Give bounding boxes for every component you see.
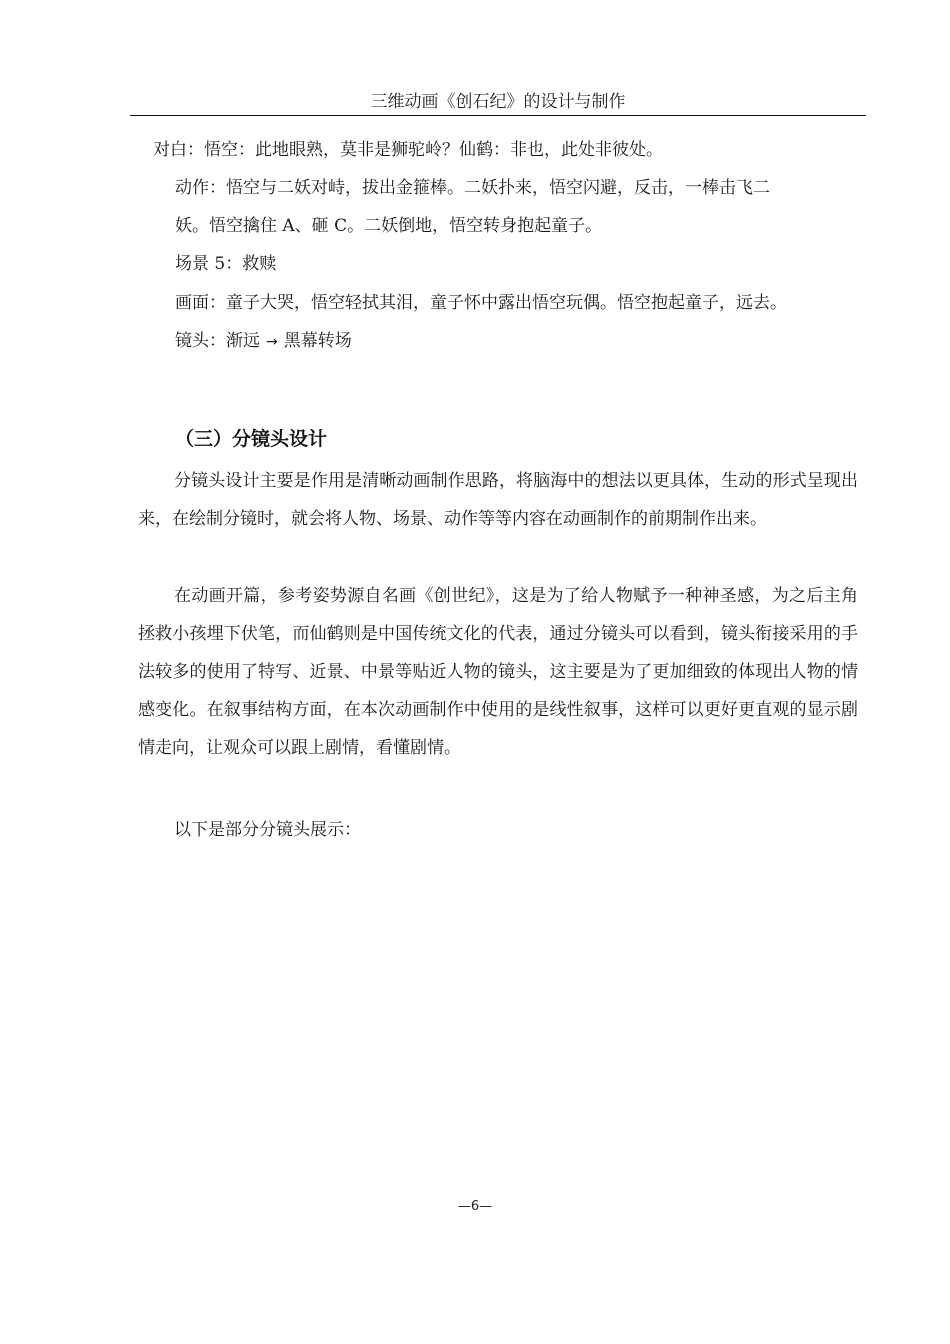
page-number: —6— bbox=[457, 1199, 493, 1214]
script-picture: 画面：童子大哭，悟空轻拭其泪，童子怀中露出悟空玩偶。悟空抱起童子，远去。 bbox=[175, 293, 787, 313]
paragraph-intro: 分镜头设计主要是作用是清晰动画制作思路，将脑海中的想法以更具体，生动的形式呈现出来，在绘制分镜时，就会将人物、场景、动作等等内容在动画制作的前期制作出来。 bbox=[138, 471, 858, 529]
paragraph-opening: 在动画开篇，参考姿势源自名画《创世纪》，这是为了给人物赋予一种神圣感，为之后主角拯救小孩埋下伏笔，而仙鹤则是中国传统文化的代表，通过分镜头可以看到，镜头衔接采用的手法较多的使用了特写、近景、中景等贴近人物的镜头，这主要是为了更加细致的体现出人物的情感变化。在叙事结构方面，在本次动画制作中使用的是线性叙事，这样可以更好更直观的显示剧情走向，让观众可以跟上剧情，看懂剧情。 bbox=[138, 586, 858, 758]
header-divider bbox=[130, 115, 866, 116]
paragraph-showcase: 以下是部分分镜头展示： bbox=[174, 820, 361, 840]
shot-label: 镜头：渐远 bbox=[175, 331, 260, 351]
script-scene: 场景 5：救赎 bbox=[175, 254, 277, 274]
arrow-right-icon: → bbox=[266, 334, 278, 350]
shot-end: 黑幕转场 bbox=[283, 331, 352, 351]
section-title: （三）分镜头设计 bbox=[175, 428, 328, 450]
script-dialogue: 对白：悟空：此地眼熟，莫非是狮驼岭？仙鹤：非也，此处非彼处。 bbox=[153, 140, 663, 160]
script-shot bbox=[175, 329, 352, 354]
script-action-line-1: 动作：悟空与二妖对峙，拔出金箍棒。二妖扑来，悟空闪避，反击，一棒击飞二 bbox=[175, 178, 770, 198]
page-header-title: 三维动画《创石纪》的设计与制作 bbox=[370, 92, 626, 112]
script-action-line-2: 妖。悟空擒住 A、砸 C。二妖倒地，悟空转身抱起童子。 bbox=[175, 216, 603, 236]
